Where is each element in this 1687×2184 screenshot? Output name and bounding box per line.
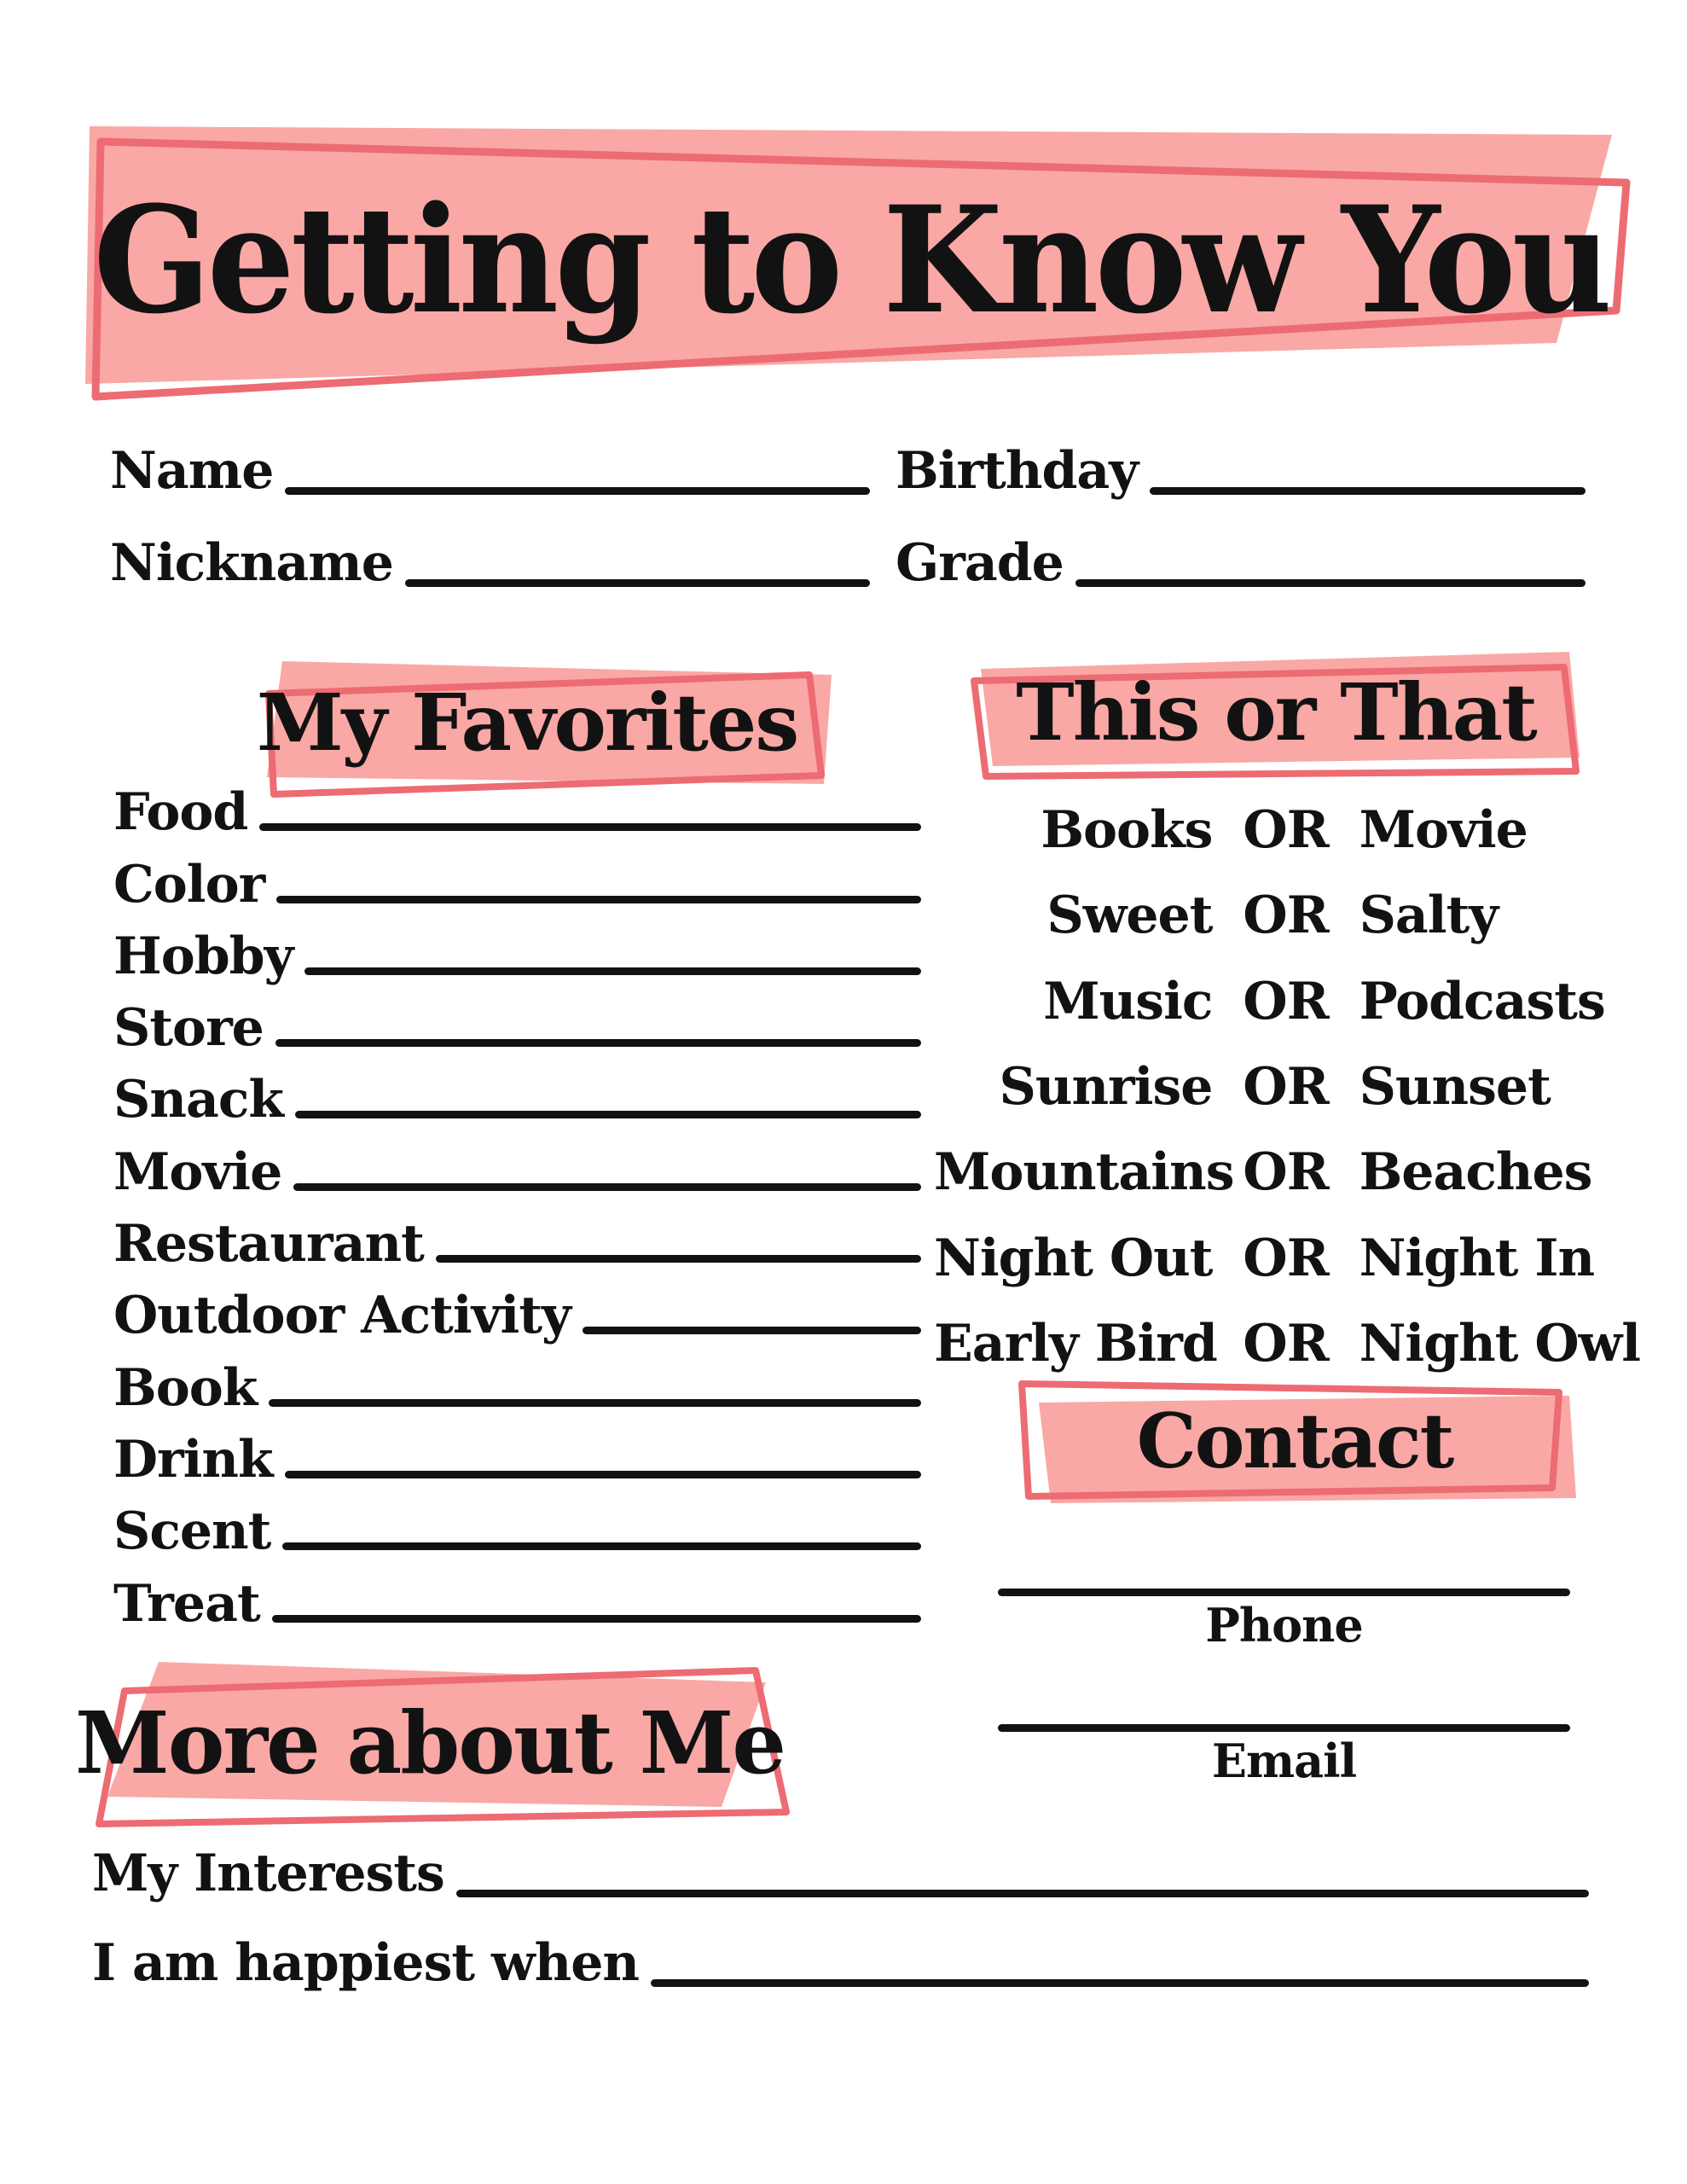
or-separator: OR [1243,1057,1329,1118]
more-about-me-heading: More about Me [75,1693,785,1793]
favorites-heading: My Favorites [256,677,798,769]
phone-label: Phone [1205,1598,1363,1653]
favorite-label: Restaurant [113,1214,424,1275]
favorite-label: Movie [113,1141,282,1202]
my-interests-label: My Interests [92,1844,444,1903]
option-left: Music [1043,971,1213,1031]
this-or-that-row [934,787,1638,873]
favorite-label: Hobby [113,926,293,986]
blank-line [275,1039,921,1047]
option-right: Movie [1359,800,1528,861]
option-right: Beaches [1359,1142,1592,1203]
contact-banner [1013,1379,1576,1503]
option-right: Night Owl [1359,1313,1641,1374]
field-row-my-interests [92,1841,1589,1903]
favorite-row [113,1054,921,1130]
option-left: Books [1041,800,1213,861]
or-separator: OR [1243,971,1329,1031]
favorite-row [113,1341,921,1418]
favorite-row [113,766,921,843]
this-or-that-heading: This or That [1016,666,1536,758]
field-row-birthday [896,440,1586,501]
option-left: Night Out [934,1228,1213,1288]
or-separator: OR [1243,1228,1329,1288]
page-title: Getting to Know You [93,172,1609,346]
field-row-grade [896,532,1586,593]
blank-line [285,487,870,495]
option-left: Mountains [934,1142,1234,1203]
blank-line [1150,487,1586,495]
blank-line [272,1615,921,1623]
blank-line [456,1890,1589,1897]
or-separator: OR [1243,1142,1329,1203]
field-row-name [110,440,870,501]
favorite-label: Drink [113,1429,273,1490]
title-banner [81,113,1620,407]
blank-line [405,579,870,587]
nickname-label: Nickname [110,533,393,593]
blank-line [269,1399,921,1407]
blank-line [651,1979,1589,1987]
favorite-row [113,1485,921,1562]
this-or-that-row [934,1130,1638,1215]
option-right: Salty [1359,886,1499,946]
favorite-label: Treat [113,1573,260,1634]
blank-line [583,1327,921,1334]
blank-line [295,1111,921,1118]
blank-line [293,1183,921,1191]
favorite-label: Color [113,854,265,915]
this-or-that-row [934,1044,1638,1130]
favorite-row [113,1269,921,1346]
more-about-me-banner [73,1653,786,1833]
or-separator: OR [1243,886,1329,946]
favorite-row [113,1198,921,1275]
blank-line [285,1471,921,1478]
option-right: Podcasts [1359,971,1605,1031]
email-label: Email [1211,1734,1357,1788]
favorite-row [113,910,921,986]
favorite-label: Book [113,1357,258,1418]
this-or-that-row [934,1301,1641,1386]
option-left: Early Bird [934,1313,1217,1374]
blank-line [259,823,921,831]
option-left: Sunrise [999,1057,1213,1118]
option-right: Night In [1359,1228,1595,1288]
this-or-that-list [934,787,1641,1386]
email-line [998,1724,1570,1732]
option-left: Sweet [1046,886,1213,946]
favorite-label: Outdoor Activity [113,1286,571,1346]
blank-line [282,1542,921,1550]
favorite-row [113,1414,921,1490]
field-row-happiest-when [92,1931,1589,1993]
this-or-that-banner [972,647,1580,778]
birthday-label: Birthday [896,441,1139,501]
favorite-label: Scent [113,1502,271,1562]
or-separator: OR [1243,1313,1329,1374]
blank-line [1075,579,1586,587]
blank-line [436,1255,921,1263]
blank-line [304,967,921,975]
favorite-row [113,1557,921,1634]
favorite-label: Food [113,782,248,843]
or-separator: OR [1243,800,1329,861]
favorite-row [113,838,921,915]
this-or-that-row [934,959,1638,1044]
favorites-list [113,766,921,1634]
name-label: Name [110,441,274,501]
this-or-that-row [934,1215,1638,1300]
this-or-that-row [934,873,1638,958]
grade-label: Grade [896,533,1064,593]
favorite-row [113,982,921,1059]
favorite-label: Snack [113,1070,283,1130]
favorite-row [113,1125,921,1202]
blank-line [276,896,921,903]
option-right: Sunset [1359,1057,1551,1118]
favorite-label: Store [113,998,264,1059]
field-row-nickname [110,532,870,593]
phone-line [998,1589,1570,1596]
happiest-when-label: I am happiest when [92,1933,640,1993]
